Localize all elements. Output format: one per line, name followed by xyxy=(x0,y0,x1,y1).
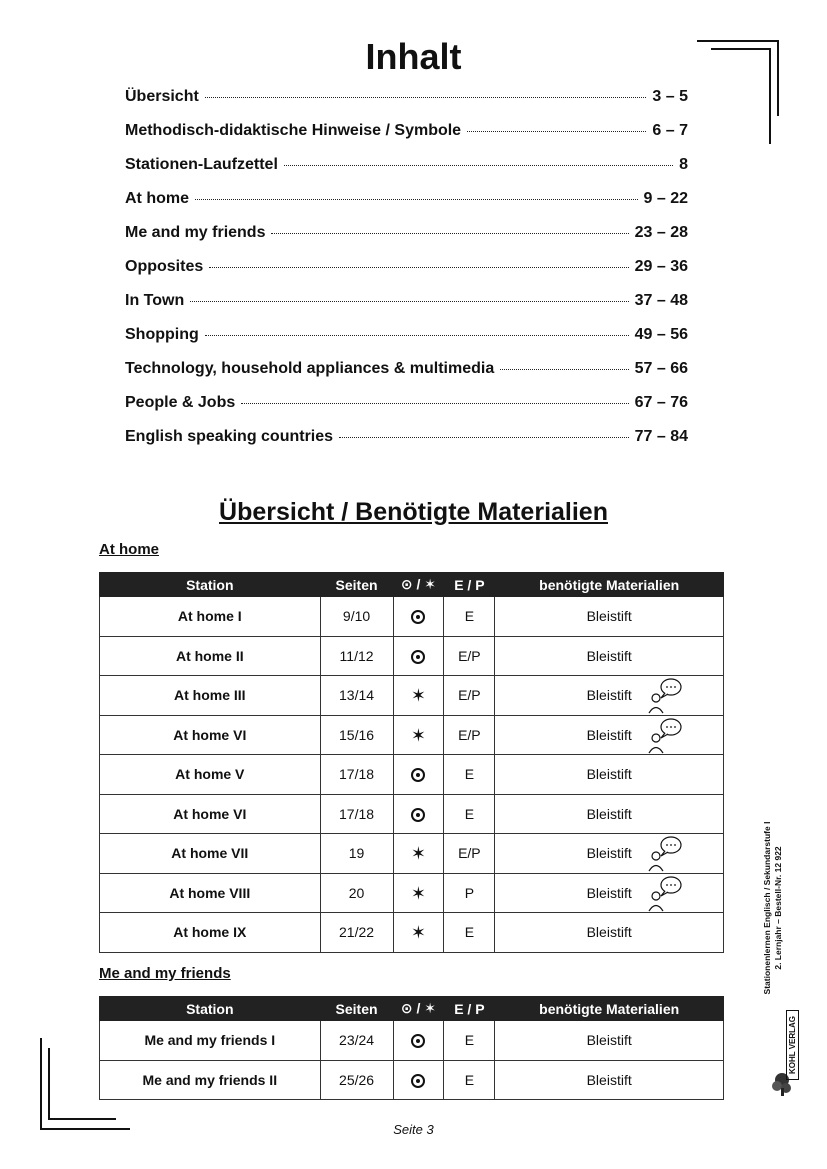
materials-cell xyxy=(495,755,724,795)
column-header-pages: Seiten xyxy=(320,573,393,597)
materials-text: Bleistift xyxy=(586,845,632,862)
work-mode: E xyxy=(444,794,495,834)
station-name: At home VI xyxy=(100,794,321,834)
station-pages: 21/22 xyxy=(320,913,393,953)
toc-entry xyxy=(125,326,688,360)
side-imprint xyxy=(762,808,802,1008)
symbol-cell xyxy=(393,794,444,834)
station-name: At home VIII xyxy=(100,873,321,913)
toc-label: In Town xyxy=(125,292,185,309)
column-header-station: Station xyxy=(100,997,321,1021)
speech-bubble-person-icon xyxy=(647,836,683,872)
station-name: At home IX xyxy=(100,913,321,953)
star-icon: ✶ xyxy=(410,724,426,745)
toc-entry xyxy=(125,224,688,258)
toc-label: Übersicht xyxy=(125,88,199,105)
materials-cell xyxy=(495,597,724,637)
symbol-cell xyxy=(393,913,444,953)
toc-leader-dots xyxy=(500,369,628,370)
symbol-cell xyxy=(393,755,444,795)
toc-pages: 6 – 7 xyxy=(652,122,688,139)
toc-label: People & Jobs xyxy=(125,394,236,411)
toc-leader-dots xyxy=(241,403,628,404)
toc-label: At home xyxy=(125,190,189,207)
materials-text: Bleistift xyxy=(586,647,632,664)
toc-label: Methodisch-didaktische Hinweise / Symbole xyxy=(125,122,462,139)
speech-bubble-person-icon xyxy=(647,678,683,714)
work-mode: E xyxy=(444,1060,495,1100)
target-circle-icon xyxy=(411,1034,425,1048)
toc-pages: 49 – 56 xyxy=(634,326,688,343)
symbol-cell xyxy=(393,636,444,676)
star-icon: ✶ xyxy=(410,922,426,943)
station-pages: 15/16 xyxy=(320,715,393,755)
target-circle-icon xyxy=(411,768,425,782)
materials-cell xyxy=(495,1021,724,1061)
materials-cell xyxy=(495,834,724,874)
symbol-cell xyxy=(393,1021,444,1061)
column-header-pages: Seiten xyxy=(320,997,393,1021)
toc-leader-dots xyxy=(190,301,628,302)
publisher-name: KOHL VERLAG xyxy=(786,1010,799,1080)
toc-pages: 8 xyxy=(679,156,688,173)
column-header-symbol: ⊙ / ✶ xyxy=(393,997,444,1021)
toc-entry xyxy=(125,258,688,292)
side-imprint-line-2: 2. Lernjahr – Bestell-Nr. 12 922 xyxy=(773,846,783,970)
toc-pages: 3 – 5 xyxy=(652,88,688,105)
materials-text: Bleistift xyxy=(586,766,632,783)
work-mode: E/P xyxy=(444,676,495,716)
toc-leader-dots xyxy=(205,335,629,336)
station-pages: 17/18 xyxy=(320,794,393,834)
column-header-materials: benötigte Materialien xyxy=(495,573,724,597)
table-row xyxy=(100,794,724,834)
materials-text: Bleistift xyxy=(586,726,632,743)
materials-cell xyxy=(495,913,724,953)
toc-entry xyxy=(125,428,688,462)
symbol-cell xyxy=(393,834,444,874)
toc-pages: 23 – 28 xyxy=(634,224,688,241)
work-mode: P xyxy=(444,873,495,913)
toc-label: Stationen-Laufzettel xyxy=(125,156,278,173)
column-header-ep: E / P xyxy=(444,573,495,597)
work-mode: E xyxy=(444,755,495,795)
table-row xyxy=(100,834,724,874)
work-mode: E/P xyxy=(444,636,495,676)
target-circle-icon xyxy=(411,610,425,624)
table-row xyxy=(100,1060,724,1100)
toc-entry xyxy=(125,292,688,326)
toc-leader-dots xyxy=(467,131,646,132)
station-pages: 20 xyxy=(320,873,393,913)
materials-text: Bleistift xyxy=(586,884,632,901)
materials-text: Bleistift xyxy=(586,1032,632,1049)
toc-leader-dots xyxy=(195,199,638,200)
table-row xyxy=(100,715,724,755)
symbol-cell xyxy=(393,597,444,637)
speech-bubble-person-icon xyxy=(647,876,683,912)
star-icon: ✶ xyxy=(410,685,426,706)
toc-pages: 29 – 36 xyxy=(634,258,688,275)
toc-leader-dots xyxy=(339,437,629,438)
materials-text: Bleistift xyxy=(586,924,632,941)
star-icon: ✶ xyxy=(410,843,426,864)
toc-pages: 9 – 22 xyxy=(643,190,688,207)
speech-bubble-person-icon xyxy=(647,718,683,754)
toc-label: Me and my friends xyxy=(125,224,266,241)
work-mode: E xyxy=(444,913,495,953)
materials-cell xyxy=(495,676,724,716)
toc-leader-dots xyxy=(205,97,647,98)
toc-label: English speaking countries xyxy=(125,428,334,445)
station-pages: 17/18 xyxy=(320,755,393,795)
toc-leader-dots xyxy=(284,165,673,166)
symbol-cell xyxy=(393,1060,444,1100)
table-row xyxy=(100,1021,724,1061)
station-pages: 13/14 xyxy=(320,676,393,716)
toc-entry xyxy=(125,88,688,122)
toc-entry xyxy=(125,156,688,190)
table-row xyxy=(100,913,724,953)
toc-label: Technology, household appliances & multimedia xyxy=(125,360,495,377)
star-icon: ✶ xyxy=(410,882,426,903)
table-row xyxy=(100,755,724,795)
station-pages: 9/10 xyxy=(320,597,393,637)
materials-cell xyxy=(495,1060,724,1100)
work-mode: E/P xyxy=(444,715,495,755)
materials-text: Bleistift xyxy=(586,1071,632,1088)
toc-entry xyxy=(125,394,688,428)
table-row xyxy=(100,597,724,637)
toc-label: Shopping xyxy=(125,326,199,343)
station-name: Me and my friends II xyxy=(100,1060,321,1100)
side-imprint-line-1: Stationenlernen Englisch / Sekundarstufe I xyxy=(762,821,772,995)
work-mode: E xyxy=(444,1021,495,1061)
materials-cell xyxy=(495,636,724,676)
station-name: At home VI xyxy=(100,715,321,755)
toc-pages: 57 – 66 xyxy=(634,360,688,377)
work-mode: E xyxy=(444,597,495,637)
column-header-station: Station xyxy=(100,573,321,597)
overview-title: Übersicht / Benötigte Materialien xyxy=(219,498,608,526)
station-pages: 19 xyxy=(320,834,393,874)
station-pages: 25/26 xyxy=(320,1060,393,1100)
station-pages: 11/12 xyxy=(320,636,393,676)
symbol-cell xyxy=(393,715,444,755)
materials-text: Bleistift xyxy=(586,687,632,704)
toc-pages: 77 – 84 xyxy=(634,428,688,445)
table-row xyxy=(100,636,724,676)
toc-entry xyxy=(125,122,688,156)
station-pages: 23/24 xyxy=(320,1021,393,1061)
work-mode: E/P xyxy=(444,834,495,874)
target-circle-icon xyxy=(411,650,425,664)
toc-label: Opposites xyxy=(125,258,204,275)
table-row xyxy=(100,676,724,716)
table-of-contents xyxy=(125,88,688,462)
table-row xyxy=(100,873,724,913)
column-header-symbol: ⊙ / ✶ xyxy=(393,573,444,597)
station-name: At home V xyxy=(100,755,321,795)
publisher-logo xyxy=(770,1014,810,1098)
materials-cell xyxy=(495,715,724,755)
station-name: At home II xyxy=(100,636,321,676)
station-name: Me and my friends I xyxy=(100,1021,321,1061)
column-header-materials: benötigte Materialien xyxy=(495,997,724,1021)
toc-leader-dots xyxy=(271,233,628,234)
station-name: At home I xyxy=(100,597,321,637)
symbol-cell xyxy=(393,873,444,913)
station-name: At home III xyxy=(100,676,321,716)
materials-table-at-home xyxy=(99,572,724,953)
target-circle-icon xyxy=(411,1074,425,1088)
materials-text: Bleistift xyxy=(586,608,632,625)
materials-cell xyxy=(495,794,724,834)
section-title-me-and-my-friends: Me and my friends xyxy=(99,965,231,982)
page-number: Seite 3 xyxy=(393,1122,434,1137)
toc-entry xyxy=(125,190,688,224)
section-title-at-home: At home xyxy=(99,541,159,558)
materials-text: Bleistift xyxy=(586,805,632,822)
page-title: Inhalt xyxy=(365,36,462,77)
toc-pages: 37 – 48 xyxy=(634,292,688,309)
station-name: At home VII xyxy=(100,834,321,874)
toc-pages: 67 – 76 xyxy=(634,394,688,411)
toc-entry xyxy=(125,360,688,394)
materials-cell xyxy=(495,873,724,913)
materials-table-me-and-my-friends xyxy=(99,996,724,1100)
toc-leader-dots xyxy=(209,267,628,268)
column-header-ep: E / P xyxy=(444,997,495,1021)
target-circle-icon xyxy=(411,808,425,822)
symbol-cell xyxy=(393,676,444,716)
